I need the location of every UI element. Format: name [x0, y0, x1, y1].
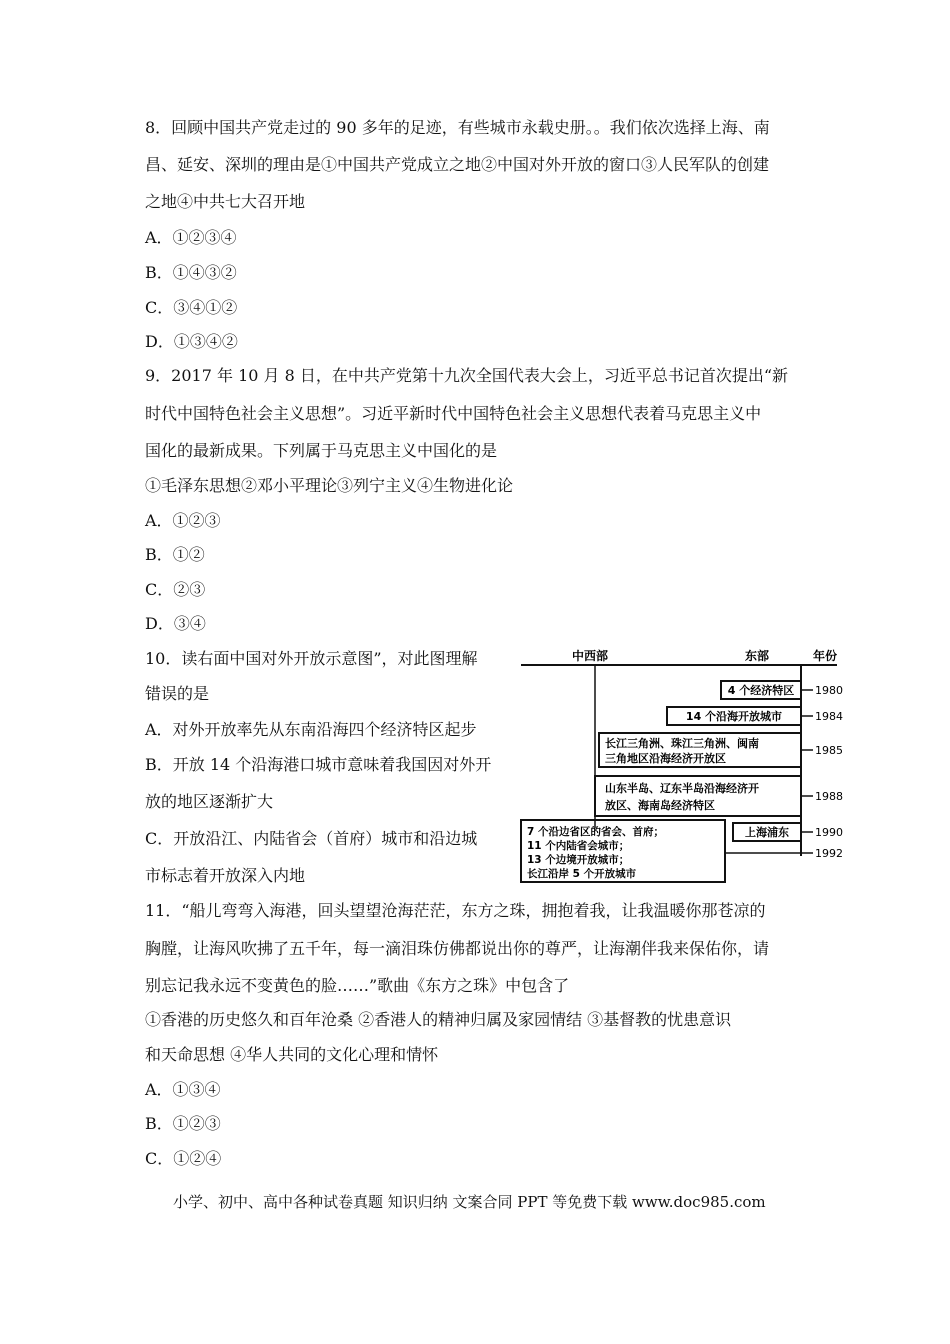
- box-1988-line-1: 山东半岛、辽东半岛沿海经济开: [605, 782, 759, 795]
- q11-stem-line-1: 11．“船儿弯弯入海港，回头望望沧海茫茫，东方之珠，拥抱着我，让我温暖你那苍凉的: [145, 901, 766, 920]
- q11-stem-line-2: 胸膛，让海风吹拂了五千年，每一滴泪珠仿佛都说出你的尊严，让海潮伴我来保佑你，请: [145, 939, 770, 958]
- box-1984-label: 14 个沿海开放城市: [685, 710, 783, 723]
- q10-stem-line-1: 10．读右面中国对外开放示意图”，对此图理解: [145, 649, 478, 668]
- year-1988: 1988: [815, 790, 843, 803]
- year-1985: 1985: [815, 744, 843, 757]
- q9-stem-line-2: 时代中国特色社会主义思想”。习近平新时代中国特色社会主义思想代表着马克思主义中: [145, 404, 762, 423]
- q11-option-a: A．①③④: [145, 1080, 221, 1099]
- q11-stem-line-4: ①香港的历史悠久和百年沧桑 ②香港人的精神归属及家园情结 ③基督教的忧患意识: [145, 1010, 732, 1029]
- q8-option-a: A．①②③④: [145, 228, 237, 247]
- q9-option-c: C．②③: [145, 580, 206, 599]
- q10-option-b-cont: 放的地区逐渐扩大: [145, 792, 274, 811]
- box-1992-line-1: 7 个沿边省区的省会、首府；: [527, 826, 664, 838]
- q9-option-a: A．①②③: [145, 511, 221, 530]
- box-1985-line-2: 三角地区沿海经济开放区: [605, 752, 726, 765]
- q8-option-d: D．①③④②: [145, 332, 238, 351]
- year-1992: 1992: [815, 847, 843, 860]
- q10-option-c-cont: 市标志着开放深入内地: [145, 866, 306, 885]
- q11-stem-line-5: 和天命思想 ④华人共同的文化心理和情怀: [145, 1045, 439, 1064]
- box-1990-label: 上海浦东: [745, 826, 789, 839]
- q10-option-a: A．对外开放率先从东南沿海四个经济特区起步: [145, 720, 477, 739]
- q9-option-d: D．③④: [145, 614, 206, 633]
- q9-stem-line-3: 国化的最新成果。下列属于马克思主义中国化的是: [145, 441, 498, 460]
- q8-stem-line-2: 昌、延安、深圳的理由是①中国共产党成立之地②中国对外开放的窗口③人民军队的创建: [145, 155, 770, 174]
- q8-stem-line-1: 8．回顾中国共产党走过的 90 多年的足迹，有些城市永载史册。。我们依次选择上海、南: [145, 118, 770, 137]
- box-1985-line-1: 长江三角洲、珠江三角洲、闽南: [605, 737, 759, 750]
- diagram-header-left: 中西部: [572, 649, 609, 663]
- year-1984: 1984: [815, 710, 843, 723]
- q10-option-b: B．开放 14 个沿海港口城市意味着我国因对外开: [145, 755, 492, 774]
- q8-stem-line-3: 之地④中共七大召开地: [145, 192, 306, 211]
- q9-stem-line-4: ①毛泽东思想②邓小平理论③列宁主义④生物进化论: [145, 476, 514, 495]
- box-1992-line-2: 11 个内陆省会城市；: [527, 840, 630, 852]
- q11-stem-line-3: 别忘记我永远不变黄色的脸……”歌曲《东方之珠》中包含了: [145, 976, 570, 995]
- q8-option-b: B．①④③②: [145, 263, 237, 282]
- diagram-header-mid: 东部: [745, 649, 770, 663]
- diagram-header-right: 年份: [813, 649, 838, 663]
- q9-option-b: B．①②: [145, 545, 205, 564]
- q10-option-c: C．开放沿江、内陆省会（首府）城市和沿边城: [145, 829, 478, 848]
- year-1980: 1980: [815, 684, 843, 697]
- page-footer: 小学、初中、高中各种试卷真题 知识归纳 文案合同 PPT 等免费下载 www.doc985.com: [173, 1193, 766, 1211]
- opening-up-diagram: [517, 646, 847, 886]
- box-1988-line-2: 放区、海南岛经济特区: [605, 799, 715, 812]
- q9-stem-line-1: 9．2017 年 10 月 8 日，在中共产党第十九次全国代表大会上，习近平总书记首次提出“新: [145, 366, 789, 385]
- box-1992-line-3: 13 个边境开放城市；: [527, 854, 630, 866]
- q8-option-c: C．③④①②: [145, 298, 238, 317]
- year-1990: 1990: [815, 826, 843, 839]
- box-1992-line-4: 长江沿岸 5 个开放城市: [527, 868, 637, 880]
- q10-stem-line-2: 错误的是: [145, 684, 210, 703]
- q11-option-c: C．①②④: [145, 1149, 222, 1168]
- q11-option-b: B．①②③: [145, 1114, 221, 1133]
- box-1980-label: 4 个经济特区: [727, 684, 795, 697]
